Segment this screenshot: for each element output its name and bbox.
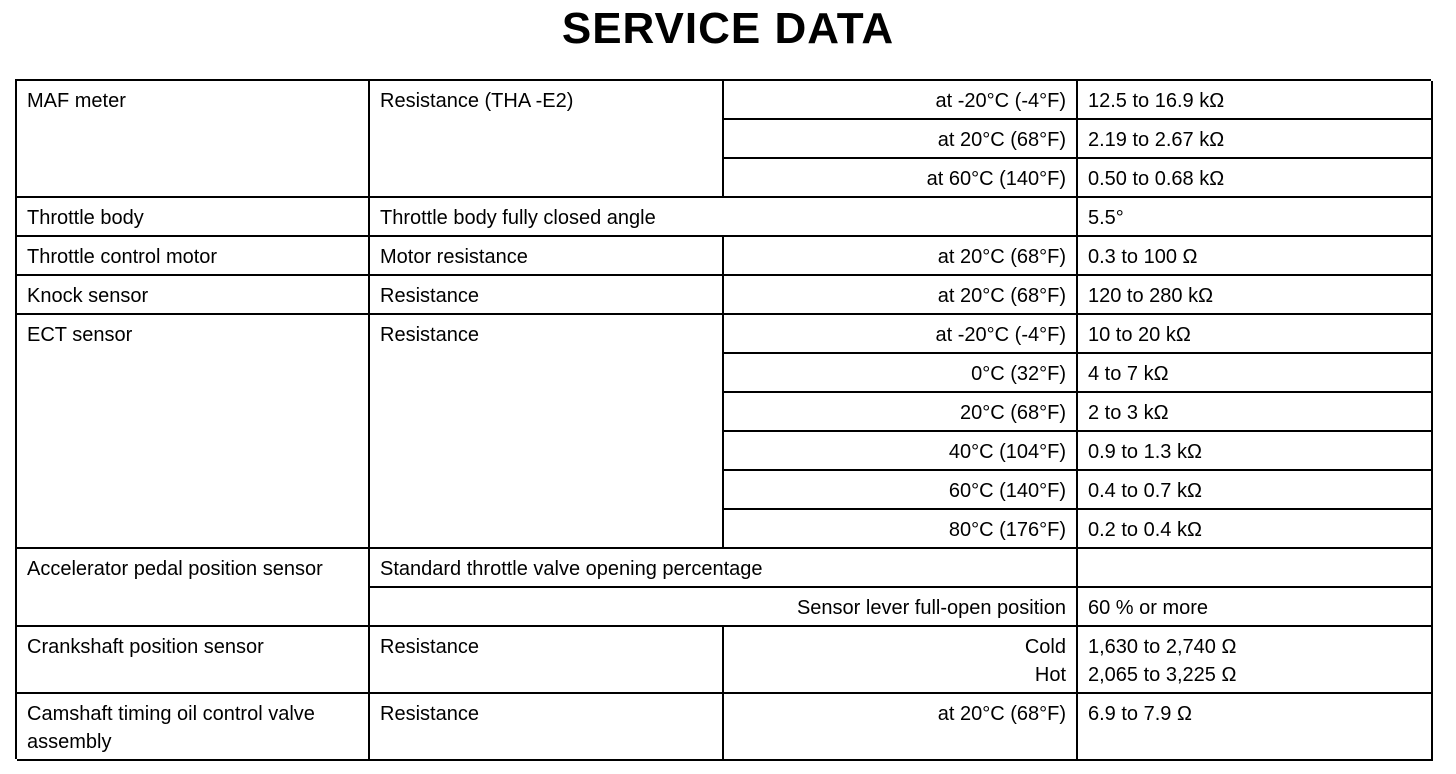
cell-knock-check: Resistance [370, 276, 724, 315]
cell-ect-value-1: 10 to 20 kΩ [1078, 315, 1433, 354]
crank-value-hot: 2,065 to 3,225 Ω [1088, 664, 1237, 686]
cell-throttle-motor-item: Throttle control motor [17, 237, 370, 276]
cell-throttle-motor-check: Motor resistance [370, 237, 724, 276]
cell-ect-item: ECT sensor [17, 315, 370, 549]
cell-maf-condition-2: at 20°C (68°F) [724, 120, 1078, 159]
cell-maf-value-1: 12.5 to 16.9 kΩ [1078, 81, 1433, 120]
cell-cam-value: 6.9 to 7.9 Ω [1078, 694, 1433, 761]
crank-condition-cold: Cold [1024, 636, 1066, 658]
cell-crank-values [1078, 627, 1433, 694]
cell-cam-check: Resistance [370, 694, 724, 761]
service-data-table [15, 79, 1431, 759]
cell-accel-value: 60 % or more [1078, 588, 1433, 627]
cell-maf-item: MAF meter [17, 81, 370, 198]
cell-ect-condition-2: 0°C (32°F) [724, 354, 1078, 393]
cell-ect-condition-6: 80°C (176°F) [724, 510, 1078, 549]
cell-ect-value-5: 0.4 to 0.7 kΩ [1078, 471, 1433, 510]
cell-accel-item: Accelerator pedal position sensor [17, 549, 370, 627]
cell-throttle-body-item: Throttle body [17, 198, 370, 237]
cell-ect-check: Resistance [370, 315, 724, 549]
cell-ect-condition-5: 60°C (140°F) [724, 471, 1078, 510]
cell-maf-check: Resistance (THA -E2) [370, 81, 724, 198]
cell-accel-empty [1078, 549, 1433, 588]
cell-ect-condition-4: 40°C (104°F) [724, 432, 1078, 471]
cell-accel-check: Standard throttle valve opening percentage [370, 549, 1078, 588]
crank-condition-hot: Hot [1034, 664, 1066, 686]
cell-ect-value-2: 4 to 7 kΩ [1078, 354, 1433, 393]
page-title: SERVICE DATA [561, 4, 895, 53]
cell-maf-value-3: 0.50 to 0.68 kΩ [1078, 159, 1433, 198]
cell-ect-value-4: 0.9 to 1.3 kΩ [1078, 432, 1433, 471]
cell-throttle-motor-value: 0.3 to 100 Ω [1078, 237, 1433, 276]
cell-accel-condition: Sensor lever full-open position [370, 588, 1078, 627]
cell-cam-item: Camshaft timing oil control valve assembly [17, 694, 370, 761]
cell-maf-condition-3: at 60°C (140°F) [724, 159, 1078, 198]
cell-throttle-body-check: Throttle body fully closed angle [370, 198, 1078, 237]
crank-value-cold: 1,630 to 2,740 Ω [1088, 636, 1237, 658]
cell-maf-value-2: 2.19 to 2.67 kΩ [1078, 120, 1433, 159]
cell-ect-value-6: 0.2 to 0.4 kΩ [1078, 510, 1433, 549]
cell-throttle-motor-condition: at 20°C (68°F) [724, 237, 1078, 276]
cell-knock-item: Knock sensor [17, 276, 370, 315]
cell-maf-condition-1: at -20°C (-4°F) [724, 81, 1078, 120]
cell-crank-conditions [724, 627, 1078, 694]
cell-crank-check: Resistance [370, 627, 724, 694]
cell-ect-condition-3: 20°C (68°F) [724, 393, 1078, 432]
cell-ect-condition-1: at -20°C (-4°F) [724, 315, 1078, 354]
cell-cam-condition: at 20°C (68°F) [724, 694, 1078, 761]
cell-throttle-body-value: 5.5° [1078, 198, 1433, 237]
cell-knock-condition: at 20°C (68°F) [724, 276, 1078, 315]
cell-knock-value: 120 to 280 kΩ [1078, 276, 1433, 315]
cell-ect-value-3: 2 to 3 kΩ [1078, 393, 1433, 432]
cell-crank-item: Crankshaft position sensor [17, 627, 370, 694]
